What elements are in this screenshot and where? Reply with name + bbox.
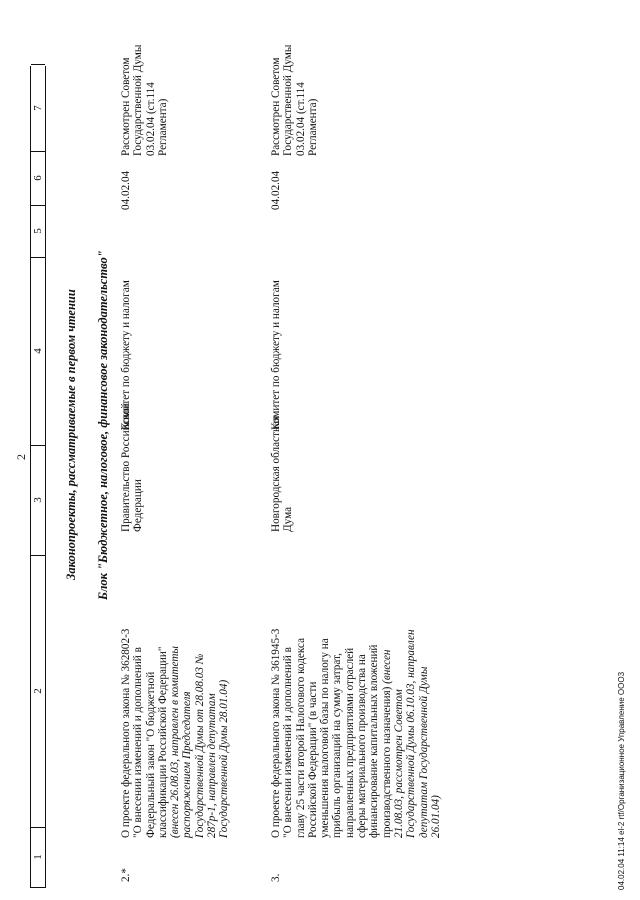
row-result: Рассмотрен Советом Государственной Думы 03.02.04 (ст.114 Регламента)	[270, 44, 319, 156]
row-description	[120, 628, 231, 838]
row-description	[270, 628, 442, 838]
row-committee: Комитет по бюджету и налогам	[120, 280, 132, 430]
column-header-3: 3	[31, 445, 45, 556]
row-title: О проекте федерального закона № 362802-3 "О внесении изменений и дополнений в Федеральный закон "О бюджетной классификации Российской Федерации"	[120, 628, 169, 838]
row-date: 04.02.04	[120, 170, 132, 210]
page-footer: 04.02.04 11:14 el-2 rtf/Организационное Управление ООО3	[617, 671, 626, 890]
row-note: (внесен 26.08.03, направлен в комитеты распоряжением Председателя Государственной Думы от 28.08.03 № 287р-1, направлен депутатам Государственной Думы 28.01.04)	[169, 646, 231, 838]
column-header-4: 4	[31, 257, 45, 446]
column-header-row	[30, 66, 46, 888]
row-committee: Комитет по бюджету и налогам	[270, 280, 282, 430]
column-header-2: 2	[31, 555, 45, 828]
column-header-7: 7	[31, 64, 45, 152]
section-title: Законопроекты, рассматриваемые в первом чтении	[64, 289, 78, 580]
page-number: 2	[14, 454, 28, 460]
block-title: Блок "Бюджетное, налоговое, финансовое законодательство"	[96, 250, 110, 600]
row-date: 04.02.04	[270, 170, 282, 210]
row-result: Рассмотрен Советом Государственной Думы 03.02.04 (ст.114 Регламента)	[120, 44, 169, 156]
row-number: 3.	[270, 873, 282, 882]
row-title: О проекте федерального закона № 361945-3 "О внесении изменений и дополнений в главу 25 части второй Налогового кодекса Российской Федерации" (в части уменьшения налоговой базы по налогу на прибыль организаций на сумму затрат, направленных предприятиями отраслей сферы материального производства на финансирование капитальных вложений производственного назначения)	[270, 628, 393, 838]
row-initiator: Новгородская областная Дума	[270, 415, 295, 532]
column-header-6: 6	[31, 151, 45, 206]
column-header-1: 1	[31, 827, 45, 888]
row-note: (внесен 21.08.03, рассмотрен Советом Государственной Думы 06.10.03, направлен депутатам Государственной Думы 26.01.04)	[380, 629, 442, 838]
row-initiator: Правительство Российской Федерации	[120, 402, 145, 532]
row-number: 2.*	[120, 868, 132, 882]
column-header-5: 5	[31, 205, 45, 258]
